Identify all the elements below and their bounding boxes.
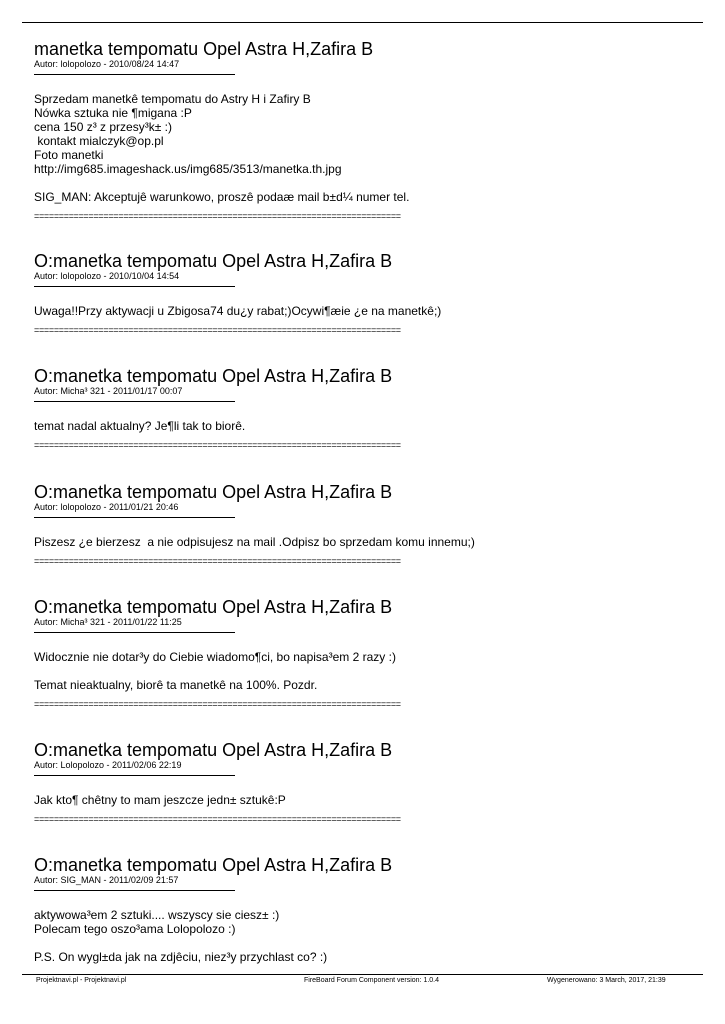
post-body-line: Uwaga!!Przy aktywacji u Zbigosa74 du¿y rabat;)Ocywi¶æie ¿e na manetkê;)	[34, 304, 442, 318]
top-rule	[22, 22, 703, 23]
post-separator: ==========================================================================	[34, 700, 401, 709]
post-body-line: http://img685.imageshack.us/img685/3513/manetka.th.jpg	[34, 162, 342, 176]
forum-post	[34, 366, 694, 450]
post-body-line: Sprzedam manetkê tempomatu do Astry H i Zafiry B	[34, 92, 311, 106]
meta-divider	[34, 890, 235, 891]
post-separator: ==========================================================================	[34, 441, 401, 450]
post-body-line: cena 150 z³ z przesy³k± :)	[34, 120, 172, 134]
post-body	[34, 304, 694, 318]
post-body	[34, 535, 694, 549]
meta-divider	[34, 286, 235, 287]
forum-post	[34, 251, 694, 335]
meta-divider	[34, 74, 235, 75]
post-separator: ==========================================================================	[34, 212, 401, 221]
post-title: O:manetka tempomatu Opel Astra H,Zafira B	[34, 855, 393, 875]
forum-post	[34, 597, 694, 709]
meta-divider	[34, 517, 235, 518]
post-title: manetka tempomatu Opel Astra H,Zafira B	[34, 39, 374, 59]
footer-rule	[22, 974, 703, 975]
post-body	[34, 92, 694, 204]
forum-post	[34, 855, 694, 964]
forum-post	[34, 740, 694, 824]
post-separator: ==========================================================================	[34, 815, 401, 824]
post-body-line: Polecam tego oszo³ama Lolopolozo :)	[34, 922, 236, 936]
post-title: O:manetka tempomatu Opel Astra H,Zafira B	[34, 366, 393, 386]
post-body-line: Foto manetki	[34, 148, 104, 162]
post-body-line: temat nadal aktualny? Je¶li tak to biorê.	[34, 419, 246, 433]
post-author-date: Autor: lolopolozo - 2011/01/21 20:46	[34, 502, 179, 512]
meta-divider	[34, 775, 235, 776]
post-author-date: Autor: lolopolozo - 2010/10/04 14:54	[34, 271, 180, 281]
footer-generated: Wygenerowano: 3 March, 2017, 21:39	[547, 977, 666, 984]
post-title: O:manetka tempomatu Opel Astra H,Zafira B	[34, 251, 393, 271]
post-body-line: Temat nieaktualny, biorê ta manetkê na 100%. Pozdr.	[34, 678, 318, 692]
post-author-date: Autor: SIG_MAN - 2011/02/09 21:57	[34, 875, 179, 885]
post-body-line: Widocznie nie dotar³y do Ciebie wiadomo¶ci, bo napisa³em 2 razy :)	[34, 650, 396, 664]
post-body-line: Nówka sztuka nie ¶migana :P	[34, 106, 192, 120]
post-body-line: aktywowa³em 2 sztuki.... wszyscy sie ciesz± :)	[34, 908, 280, 922]
post-body-line	[34, 936, 694, 950]
post-separator: ==========================================================================	[34, 557, 401, 566]
post-body-line: SIG_MAN: Akceptujê warunkowo, proszê podaæ mail b±d¼ numer tel.	[34, 190, 410, 204]
post-body-line: Piszesz ¿e bierzesz a nie odpisujesz na mail .Odpisz bo sprzedam komu innemu;)	[34, 535, 475, 549]
post-author-date: Autor: Micha³ 321 - 2011/01/17 00:07	[34, 386, 183, 396]
footer-version: FireBoard Forum Component version: 1.0.4	[304, 977, 440, 984]
post-body	[34, 908, 694, 964]
post-separator: ==========================================================================	[34, 326, 401, 335]
post-body-line: kontakt mialczyk@op.pl	[34, 134, 164, 148]
post-body	[34, 419, 694, 433]
post-title: O:manetka tempomatu Opel Astra H,Zafira B	[34, 597, 393, 617]
forum-post	[34, 482, 694, 566]
post-body-line	[34, 176, 694, 190]
post-author-date: Autor: lolopolozo - 2010/08/24 14:47	[34, 59, 180, 69]
post-body-line	[34, 664, 694, 678]
meta-divider	[34, 632, 235, 633]
post-author-date: Autor: Micha³ 321 - 2011/01/22 11:25	[34, 617, 182, 627]
footer-site: Projektnavi.pl - Projektnavi.pl	[36, 977, 127, 984]
post-body	[34, 650, 694, 692]
post-title: O:manetka tempomatu Opel Astra H,Zafira B	[34, 482, 393, 502]
post-author-date: Autor: Lolopolozo - 2011/02/06 22:19	[34, 760, 182, 770]
post-body-line: Jak kto¶ chêtny to mam jeszcze jedn± sztukê:P	[34, 793, 286, 807]
post-body	[34, 793, 694, 807]
forum-post	[34, 39, 694, 221]
post-body-line: P.S. On wygl±da jak na zdjêciu, niez³y przychlast co? :)	[34, 950, 328, 964]
post-title: O:manetka tempomatu Opel Astra H,Zafira B	[34, 740, 393, 760]
meta-divider	[34, 401, 235, 402]
